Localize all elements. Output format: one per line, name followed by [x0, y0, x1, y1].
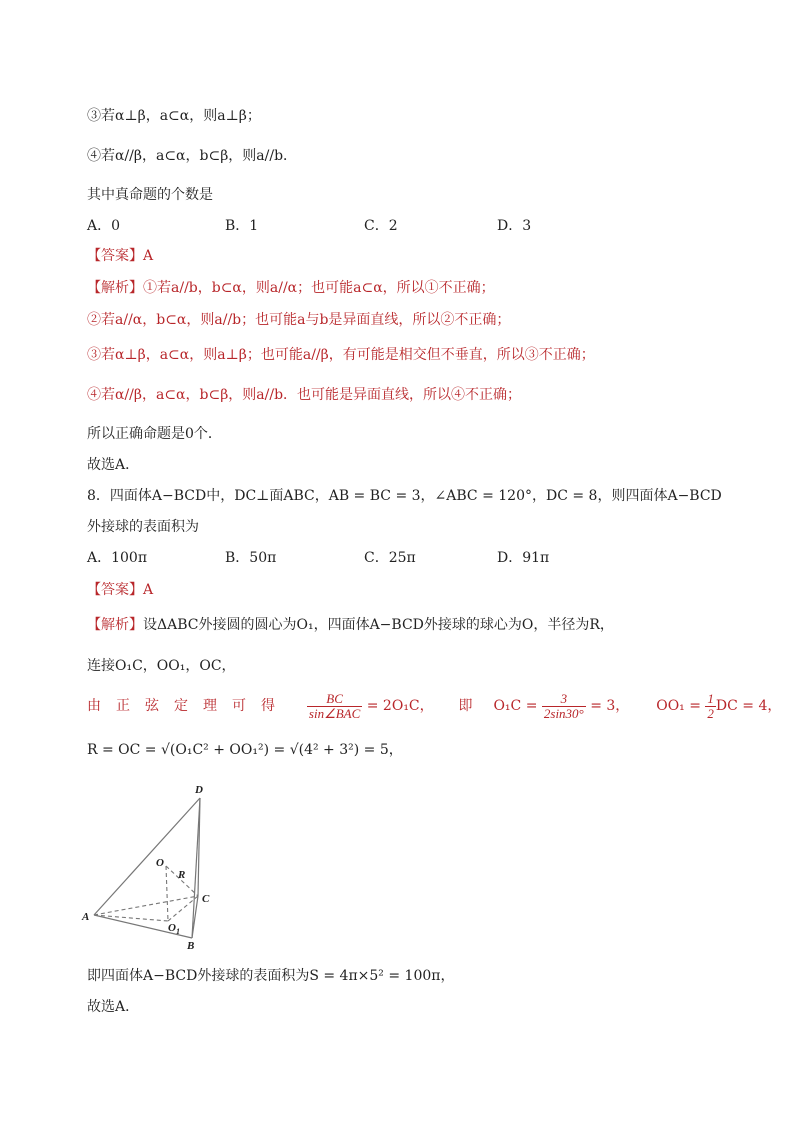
question-stem: 其中真命题的个数是 [87, 187, 213, 203]
fraction-3-over-2sin30: $\frac{3}{2\sin 30^\circ}$ [543, 690, 584, 721]
q8-option-b: B．50π [225, 550, 277, 566]
explanation-3: ③若α⊥β，a⊂α，则a⊥β；也可能a//β，有可能是相交但不垂直，所以③不正确； [87, 347, 595, 363]
fraction-3-tail: DC = 4， [715, 698, 782, 714]
label-o1: O [168, 922, 176, 934]
choose-line: 故选A． [87, 457, 140, 473]
q8-stem-1: 8．四面体A−BCD中，DC⊥面ABC，AB = BC = 3，∠ABC = 120°，DC = 8，则四面体A−BCD [87, 488, 722, 504]
conclusion: 所以正确命题是0个． [87, 426, 222, 442]
edge-ac [94, 896, 198, 915]
explanation-1-text: ①若a//b，b⊂α，则a//α；也可能a⊂α，所以①不正确； [143, 280, 495, 296]
fraction-half: $\frac{1}{2}$ [707, 690, 714, 721]
q8-explanation-4: R = OC = √(O₁C² + OO₁²) = √(4² + 3²) = 5， [87, 742, 403, 758]
label-a: A [82, 911, 90, 923]
q8-answer-label: 【答案】A [87, 582, 154, 598]
fraction-2-tail: = 3， [585, 698, 630, 714]
tetrahedron-figure [80, 778, 240, 953]
q8-explanation-3 [87, 690, 781, 722]
option-a: A．0 [87, 218, 121, 234]
label-c: C [202, 893, 210, 905]
explanation-2: ②若a//α，b⊂α，则a//b；也可能a与b是异面直线，所以②不正确； [87, 312, 511, 328]
q8-choose-line: 故选A． [87, 999, 140, 1015]
statement-3: ③若α⊥β，a⊂α，则a⊥β； [87, 108, 261, 124]
explanation-1 [87, 278, 495, 298]
q8-explanation-5: 即四面体A−BCD外接球的表面积为S = 4π×5² = 100π， [87, 968, 455, 984]
answer-label: 【答案】A [87, 248, 154, 264]
fraction-bc-over-sin: $\frac{BC}{\text{sin∠BAC}}$ [308, 690, 361, 721]
fraction-3-head: OO₁ = [656, 698, 706, 714]
statement-4: ④若α//β，a⊂α，b⊂β，则a//b． [87, 148, 298, 164]
label-r: R [178, 869, 186, 881]
fraction-2-head: O₁C = [493, 698, 542, 714]
q8-option-a: A．100π [87, 550, 148, 566]
label-b: B [187, 940, 195, 952]
q8-option-d: D．91π [497, 550, 550, 566]
q8-stem-2: 外接球的表面积为 [87, 519, 199, 535]
ji-word: 即 [458, 698, 473, 714]
q8-explanation-label: 【解析】 [87, 617, 143, 633]
fraction-1-tail: = 2O₁C， [362, 698, 434, 714]
explanation-4: ④若α//β，a⊂α，b⊂β，则a//b．也可能是异面直线，所以④不正确； [87, 387, 522, 403]
option-c: C．2 [364, 218, 398, 234]
option-b: B．1 [225, 218, 259, 234]
label-o1-sub: 1 [176, 927, 180, 936]
q8-explanation-2: 连接O₁C，OO₁，OC， [87, 658, 236, 674]
q8-explanation-1 [87, 615, 614, 635]
q8-explanation-1-text: 设ΔABC外接圆的圆心为O₁，四面体A−BCD外接球的球心为O，半径为R， [143, 617, 614, 633]
q8-option-c: C．25π [364, 550, 416, 566]
explanation-label: 【解析】 [87, 280, 143, 296]
label-d: D [195, 784, 203, 796]
option-d: D．3 [497, 218, 532, 234]
edge-da [94, 798, 200, 915]
segment-oo1 [166, 866, 168, 921]
sine-rule-text: 由正弦定理可得 [87, 698, 290, 714]
label-o: O [156, 857, 164, 869]
